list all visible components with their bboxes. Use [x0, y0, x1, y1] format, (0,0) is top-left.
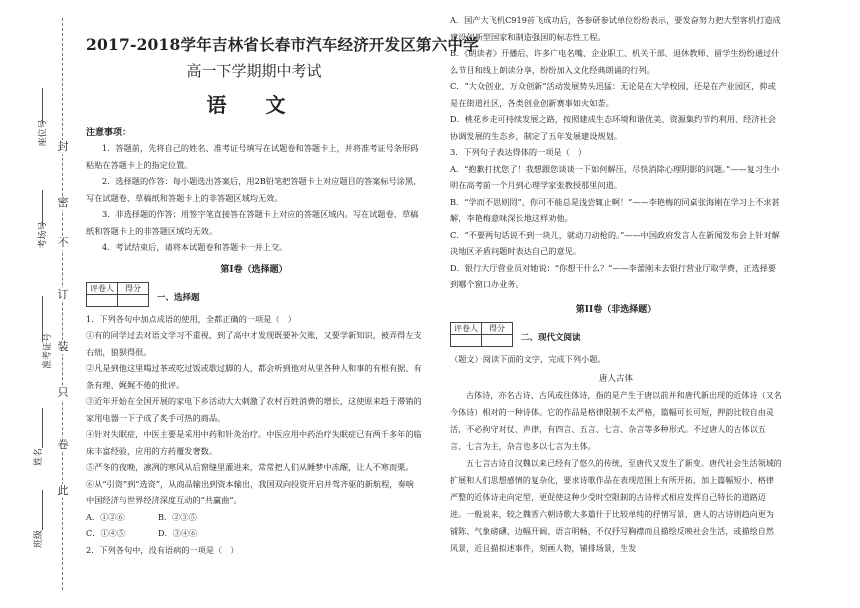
reading-instruction: （题文）阅读下面的文字，完成下列小题。: [450, 353, 606, 364]
exam-subtitle: 高一下学期期中考试: [186, 62, 322, 80]
part2-title: 第II卷（非选择题）: [575, 304, 657, 315]
score-table: [86, 282, 149, 307]
grader-header: 评卷人: [87, 282, 118, 294]
exam-room-field[interactable]: [42, 190, 43, 226]
choice-a[interactable]: A．①②⑥: [86, 511, 125, 522]
binding-char: 只: [57, 386, 69, 399]
notice-item: 3．非选择题的作答：用签字笔直接答在答题卡上对应的答题区域内。写在试题卷、草稿纸和答题卡上的非答题区域均无效。: [86, 209, 419, 236]
q2-option: D．桃花乡走可持续发展之路，按照建成生态环境和谐优美、资源集约节约利用、经济社会协调发展的生态乡，制定了五年发展建设规划。: [450, 114, 776, 141]
notice-heading: 注意事项：: [86, 128, 132, 138]
question-item: ④针对失眠症，中医主要是采用中药和针灸治疗。中医应用中药治疗失眠症已有两千多年的临床丰富经验，应用的方药覆发奢数。: [86, 429, 422, 456]
question-stem: 3．下列句子表达得体的一项是（ ）: [450, 147, 587, 157]
q3-option: C．“不要两句话说不到一块儿，就动刀动枪的。”——中国政府发言人在新闻发布会上针对解决地区矛盾问题时表达自己的意见。: [450, 229, 780, 256]
name-label: 姓名: [34, 447, 45, 467]
admission-number-label: 准考证号: [43, 332, 54, 370]
grader-cell[interactable]: [451, 334, 482, 346]
passage-paragraph: 五七言古诗自汉魏以来已经有了悠久的传统，至唐代又发生了新变。唐代社会生活领域的扩展和人们思想感情的复杂化，要求诗歌作品在表现范围上有所开拓，加上篇幅短小、格律严整的近体诗走向定型，更促使这种少受时空限制的古诗样式相应发挥自己特长的道路迈进。一般说来，较之魏晋六朝诗歌大多篇什于比较单纯的抒情写景，唐人的古诗则趋向更为铺陈、气象磅礴、边幅开阔、语言明畅，不仅抒写胸襟而且描绘反映社会生活，或描绘自然风景，近且描拟述事件，刻画人物，铺排场景，生发: [450, 459, 782, 553]
notice-item: 4．考试结束后，请将本试题卷和答题卡一并上交。: [102, 242, 288, 252]
binding-char: 不: [57, 236, 69, 249]
exam-title: 2017-2018学年吉林省长春市汽车经济开发区第六中学: [86, 35, 479, 54]
passage-title: 唐人古体: [598, 374, 633, 384]
q2-option: B．《朗读者》开播后，许多广电名嘴、企业职工、机关干部、退休教师、留学生纷纷通过什么节目和线上朗读分享，纷纷加入文化经典朗诵的行列。: [450, 48, 780, 75]
right-column: [450, 12, 782, 557]
seat-number-field[interactable]: [42, 88, 43, 124]
choice-c[interactable]: C．①④⑤: [86, 528, 126, 538]
q2-option: C．“大众创业、万众创新”活动发展势头迅猛：无论是在大学校园，还是在产业园区，抑或是在街道社区，各类创业创新赛事如火如荼。: [450, 81, 776, 108]
score-row: [86, 282, 422, 307]
binding-char: 此: [57, 484, 69, 497]
choice-d[interactable]: D．③④⑥: [158, 528, 198, 538]
class-label: 班级: [34, 529, 45, 549]
score-header: 得分: [118, 282, 149, 294]
grader-cell[interactable]: [87, 294, 118, 306]
section-label: 一、选择题: [157, 292, 200, 303]
answer-choices: [86, 525, 422, 542]
binding-char: 封: [57, 140, 69, 153]
q3-option: B．“学而不思则罔”，你可不能总是浅尝辄止啊！”——李艳梅的同桌张海刚在学习上不求甚解，李艳梅意味深长地这样劝他。: [450, 196, 780, 223]
question-item: ⑤严冬的夜晚，凛冽的寒风从后窗缝里灌进来，常常把人们从睡梦中冻醒，让人不寒而栗。: [86, 462, 414, 472]
q3-option: A．“抱歉打扰您了！我想跟您谈谈一下如何解压，尽快消除心理阴影的问题。”——复习生小明在高考前一个月到心理学家张教授那里问道。: [450, 163, 780, 190]
question-stem: 1．下列各句中加点成语的使用，全都正确的一项是（ ）: [86, 313, 296, 324]
score-table: [450, 322, 513, 347]
q2-option: A．国产大飞机C919首飞成功后，各参研参试单位纷纷表示，要发奋努力把大型客机打造成建设创新型国家和制造强国的标志性工程。: [450, 15, 781, 42]
admission-number-field[interactable]: [42, 296, 43, 342]
binding-char: 卷: [57, 438, 69, 451]
choice-b[interactable]: B．②③⑤: [158, 511, 197, 522]
question-item: ①有的同学过去对语文学习不重视，到了高中才发现既要补欠账，又要学新知识，被弄得左支右绌，狼狈得很。: [86, 330, 422, 357]
class-field[interactable]: [42, 490, 43, 530]
score-row: [450, 322, 782, 347]
seat-number-label: 座位号: [38, 119, 49, 147]
passage-paragraph: 古体诗，亦名古诗、古风或往体诗，指的是产生于唐以前并和唐代新出现的近体诗（又名今体诗）相对的一种诗体。它的作品是格律限制不太严格，篇幅可长可短，押韵比较自由灵活，不必拘守对仗、声律，有四言、五言、七言、杂言等多种形式。不过唐人的古体以五言、七言为主，杂言也多以七言为主体。: [450, 391, 782, 451]
binding-char: 订: [57, 288, 69, 301]
binding-char: 装: [57, 340, 69, 353]
q3-option: D．银行大厅营业员对她说：“你想干什么？”——李蕾刚未去银行营业厅取学费，正选择要到哪个窗口办业务。: [450, 262, 777, 289]
score-cell[interactable]: [482, 334, 513, 346]
subject-title: 语 文: [206, 93, 302, 117]
question-item: ②凡是到他这里喝过茶或吃过饭或歇过脚的人，都会听到他对从里各种人和事的有根有据、有条有理、娓娓不倦的批评。: [86, 363, 422, 390]
grader-header: 评卷人: [451, 322, 482, 334]
question-stem: 2．下列各句中，没有语病的一项是（ ）: [86, 544, 239, 555]
question-item: ⑥从“引资”到“选资”，从商品输出到资本输出，我国双向投资开启并驾齐驱的新航程，奏响中国经济与世界经济深度互动的“共赢曲”。: [86, 478, 414, 505]
binding-dashed-line: [62, 18, 63, 590]
part1-title: 第Ⅰ卷（选择题）: [220, 264, 288, 275]
answer-choices: [86, 509, 422, 526]
binding-strip: [0, 0, 84, 608]
section-label: 二、现代文阅读: [521, 332, 581, 343]
question-item: ③近年开始在全国开展的家电下乡活动大大刺激了农村百姓消费的增长，这使原来趋于滞销的家用电器一下子成了炙手可热的商品。: [86, 396, 422, 423]
notice-item: 1．答题前，先将自己的姓名、准考证号填写在试题卷和答题卡上，并将准考证号条形码粘贴在答题卡上的指定位置。: [86, 143, 419, 170]
notice-item: 2．选择题的作答：每小题选出答案后，用2B铅笔把答题卡上对应题目的答案标号涂黑，写在试题卷、草稿纸和答题卡上的非答题区域均无效。: [86, 176, 422, 203]
left-column: [86, 12, 479, 558]
score-header: 得分: [482, 322, 513, 334]
name-field[interactable]: [42, 408, 43, 448]
score-cell[interactable]: [118, 294, 149, 306]
exam-room-label: 考场号: [38, 221, 49, 249]
binding-char: 密: [57, 196, 69, 209]
